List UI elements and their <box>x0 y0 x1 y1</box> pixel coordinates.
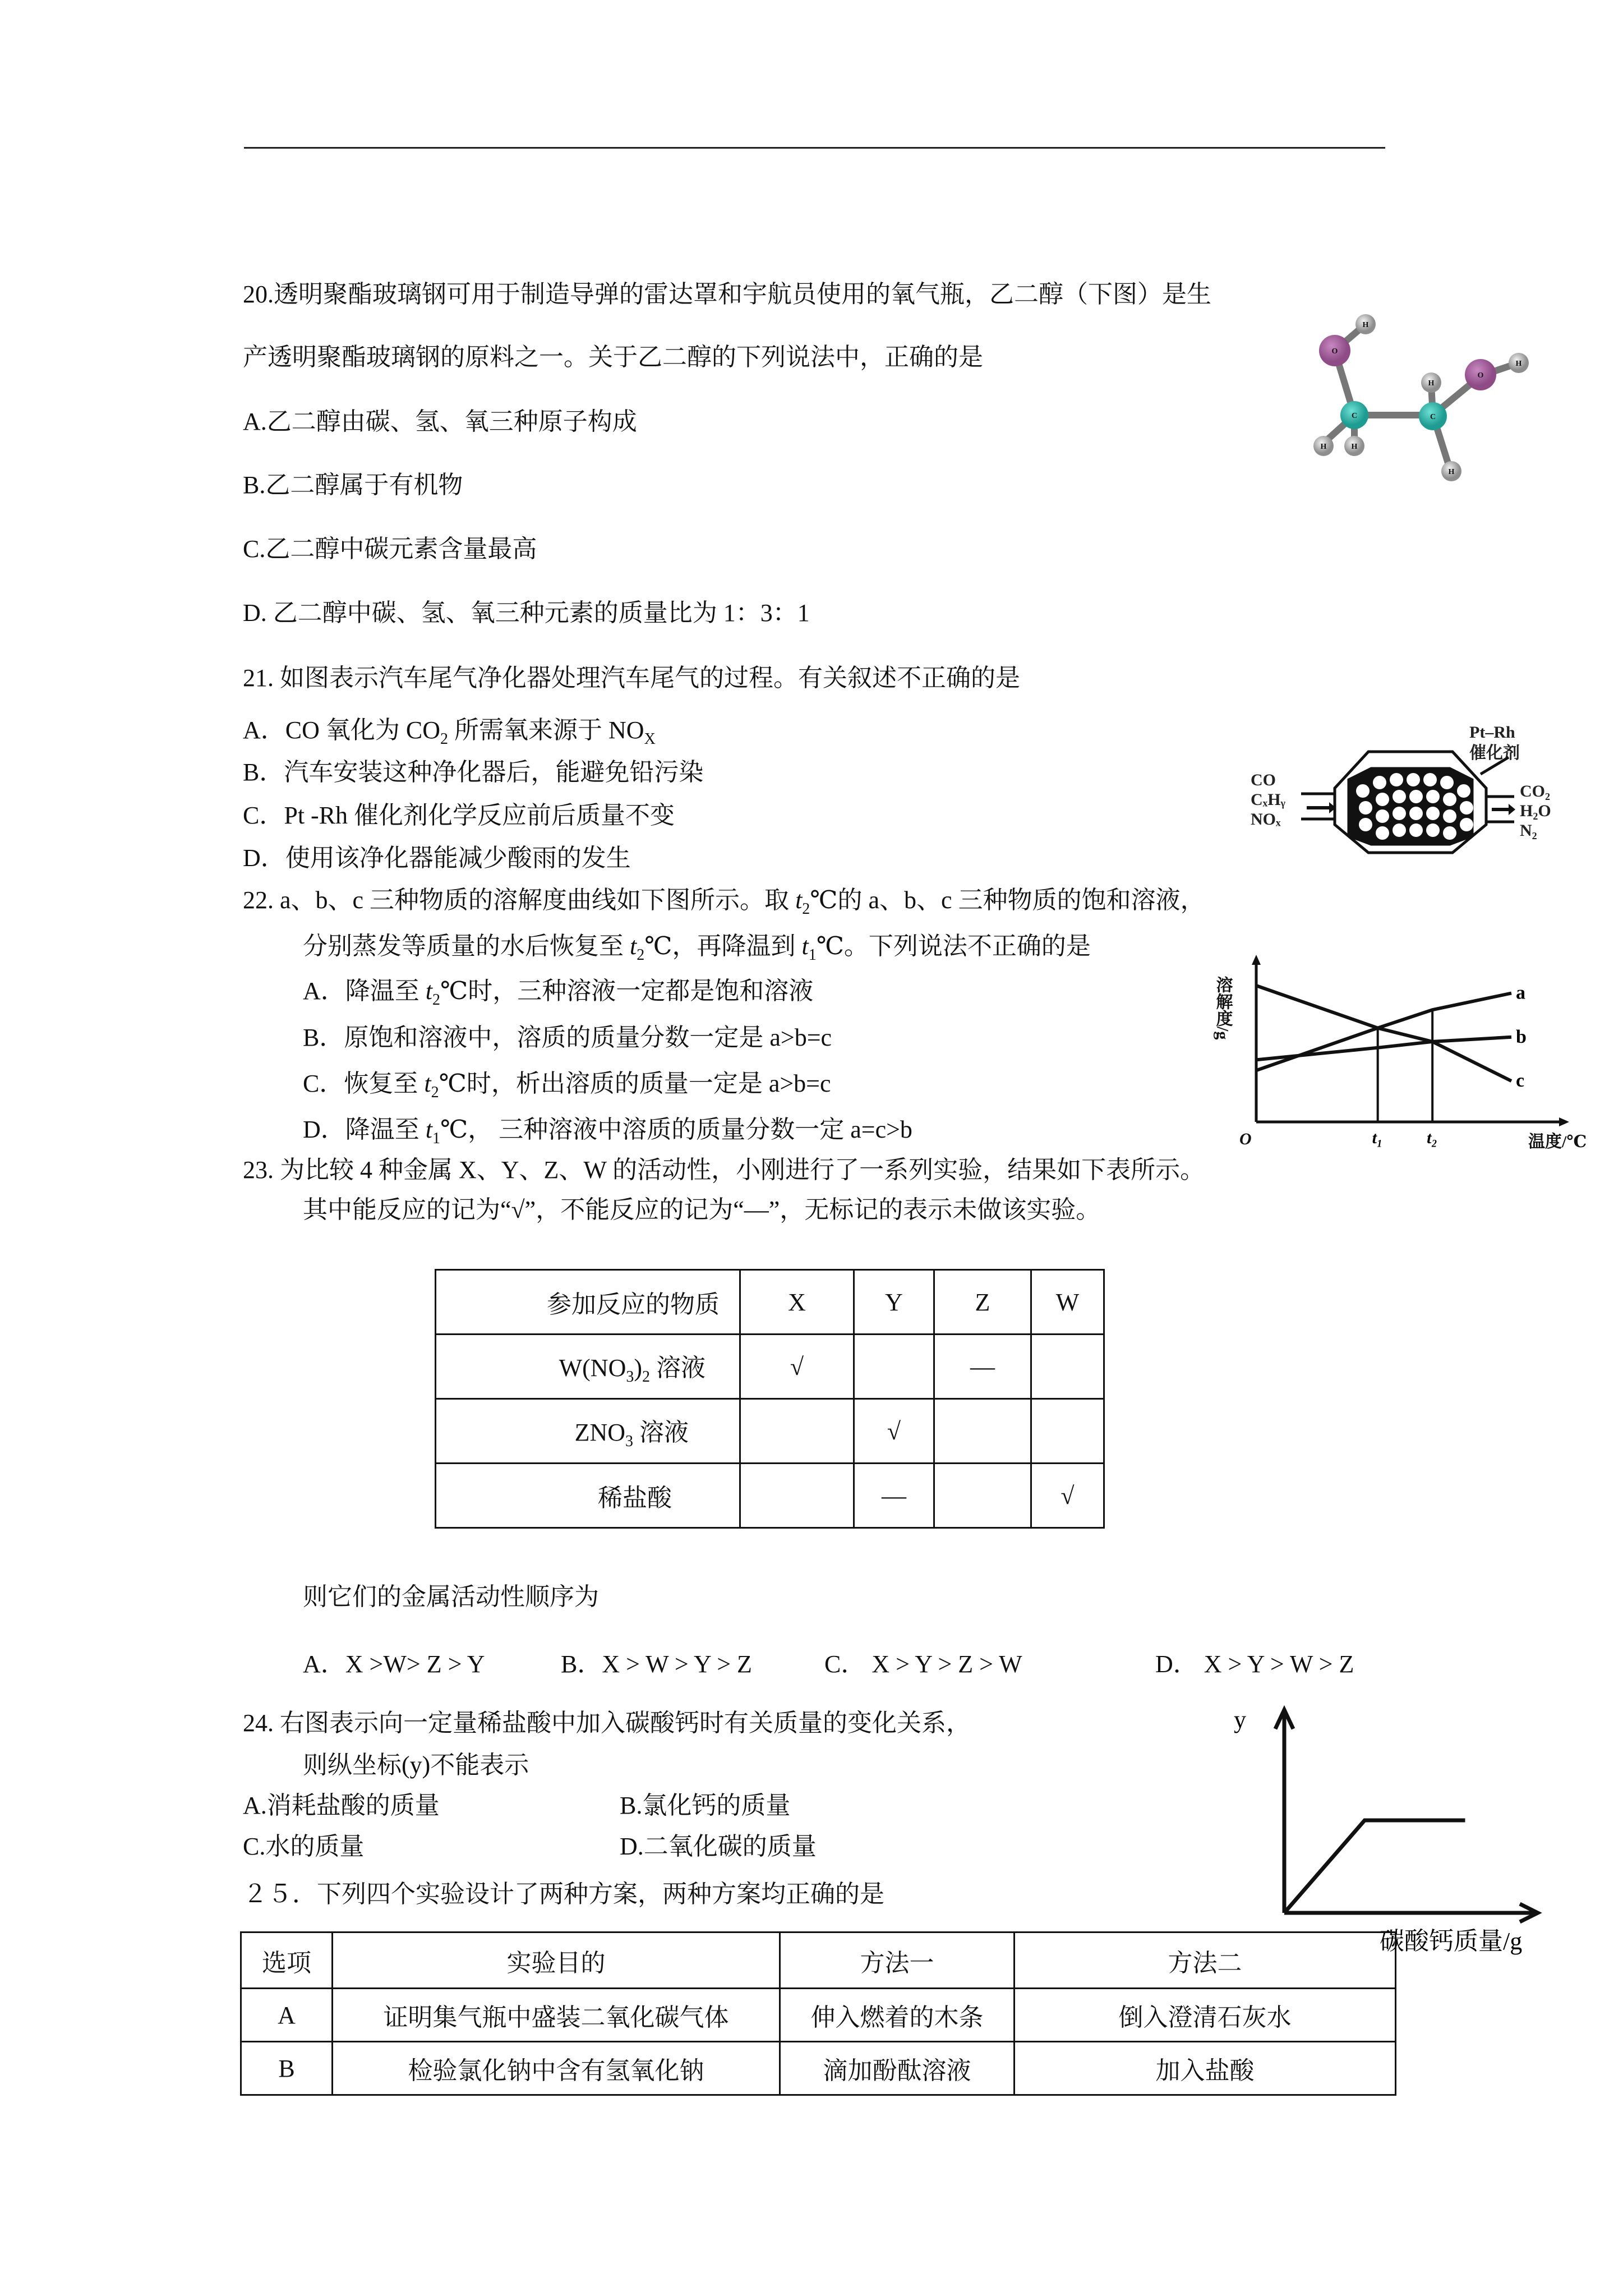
table-cell: A <box>241 1989 333 2042</box>
q22-option-c: C．恢复至 $t_2℃$时，析出溶质的质量一定是 a>b=c <box>303 1070 831 1101</box>
svg-text:O: O <box>1477 371 1484 380</box>
header-rule <box>244 147 1385 149</box>
q22-option-d: D．降温至 $t_1℃$， 三种溶液中溶质的质量分数一定 a=c>b <box>303 1116 912 1147</box>
q22-stem-line2: 分别蒸发等质量的水后恢复至 $t_2℃$，再降温到 $t_1℃$。下列说法不正确的是 <box>303 932 1091 964</box>
origin-label: O <box>1239 1130 1252 1148</box>
table-cell: — <box>934 1335 1031 1399</box>
series-label-b: b <box>1516 1026 1527 1047</box>
table-cell: 倒入澄清石灰水 <box>1015 1989 1396 2042</box>
atom-C <box>1419 402 1447 430</box>
q23-stem-line2: 其中能反应的记为“√”，不能反应的记为“—”，无标记的表示未做该实验。 <box>303 1196 1101 1223</box>
output-h2o-label: H₂O <box>1520 802 1551 820</box>
row-label: $W(NO_3)_2$ 溶液 <box>436 1335 740 1399</box>
header-cell: 选项 <box>241 1932 333 1989</box>
q21-option-a: A．CO 氧化为 $CO_2$ 所需氧来源于 $NO_X$ <box>243 716 656 748</box>
q23-option-a: A．X >W> Z > Y <box>303 1650 485 1678</box>
table-header-row <box>436 1270 1104 1335</box>
svg-text:O: O <box>1331 347 1338 356</box>
table-cell: 滴加酚酞溶液 <box>780 2042 1015 2095</box>
table-cell: 检验氯化钠中含有氢氧化钠 <box>333 2042 780 2095</box>
series-line-y <box>1284 1820 1465 1913</box>
experiment-table <box>240 1931 1396 2096</box>
atom-O <box>1465 359 1496 390</box>
table-cell <box>934 1464 1031 1528</box>
atom-H <box>1441 461 1461 481</box>
q20-option-d: D. 乙二醇中碳、氢、氧三种元素的质量比为 1：3：1 <box>243 599 810 627</box>
x-axis-label: 温度/℃ <box>1528 1133 1587 1151</box>
svg-text:C: C <box>1351 412 1358 420</box>
output-co2-label: CO₂ <box>1520 782 1550 800</box>
header-cell: 实验目的 <box>333 1932 780 1989</box>
q25-stem: ２５．下列四个实验设计了两种方案，两种方案均正确的是 <box>243 1880 884 1908</box>
table-row <box>436 1464 1104 1528</box>
q23-stem-line1: 23. 为比较 4 种金属 X、Y、Z、W 的活动性，小刚进行了一系列实验，结果如下表所示。 <box>243 1156 1205 1184</box>
x-tick-label: t₂ <box>1427 1129 1437 1147</box>
q23-prompt: 则它们的金属活动性顺序为 <box>303 1583 599 1611</box>
svg-text:H: H <box>1515 360 1522 368</box>
header-cell: 参加反应的物质 <box>436 1270 740 1335</box>
header-cell: Y <box>854 1270 934 1335</box>
table-row <box>436 1399 1104 1464</box>
table-row <box>241 2042 1396 2095</box>
svg-text:H: H <box>1448 468 1455 476</box>
q21-option-c: C．Pt -Rh 催化剂化学反应前后质量不变 <box>243 802 675 829</box>
catalytic-converter-diagram <box>1245 712 1581 869</box>
header-cell: Z <box>934 1270 1031 1335</box>
x-axis-label: 碳酸钙质量/g <box>1380 1927 1523 1955</box>
table-header-row <box>241 1932 1396 1989</box>
atom-H <box>1509 353 1529 373</box>
table-cell <box>1031 1335 1104 1399</box>
row-label: $ZNO_3$ 溶液 <box>436 1399 740 1464</box>
metal-activity-table <box>435 1269 1105 1529</box>
table-cell <box>854 1335 934 1399</box>
series-label-a: a <box>1516 982 1525 1004</box>
series-label-c: c <box>1516 1070 1525 1092</box>
catalyst-label-line2: 催化剂 <box>1469 744 1520 762</box>
catalyst-label-line1: Pt–Rh <box>1469 723 1515 742</box>
table-cell: 加入盐酸 <box>1015 2042 1396 2095</box>
q23-option-c: C． X > Y > Z > W <box>824 1650 1022 1678</box>
q22-option-b: B．原饱和溶液中，溶质的质量分数一定是 a>b=c <box>303 1024 832 1051</box>
q24-option-d: D.二氧化碳的质量 <box>620 1833 817 1860</box>
y-axis-arrow-icon <box>1252 955 1261 965</box>
q24-stem-line1: 24. 右图表示向一定量稀盐酸中加入碳酸钙时有关质量的变化关系， <box>243 1709 971 1737</box>
q24-option-b: B.氯化钙的质量 <box>620 1792 791 1819</box>
svg-text:H: H <box>1362 321 1369 329</box>
table-cell: √ <box>854 1399 934 1464</box>
q23-option-d: D． X > Y > W > Z <box>1155 1650 1354 1678</box>
input-co-label: CO <box>1251 771 1276 789</box>
y-axis-label: 溶解度/g <box>1213 976 1232 1040</box>
header-cell: X <box>740 1270 854 1335</box>
q21-stem: 21. 如图表示汽车尾气净化器处理汽车尾气的过程。有关叙述不正确的是 <box>243 664 1020 692</box>
svg-text:H: H <box>1351 443 1358 451</box>
table-row <box>241 1989 1396 2042</box>
table-cell: √ <box>1031 1464 1104 1528</box>
ethylene-glycol-molecule-figure <box>1301 309 1570 494</box>
table-cell <box>740 1399 854 1464</box>
table-cell: — <box>854 1464 934 1528</box>
header-cell: 方法二 <box>1015 1932 1396 1989</box>
q20-option-b: B.乙二醇属于有机物 <box>243 471 463 499</box>
table-cell: B <box>241 2042 333 2095</box>
q22-option-a: A．降温至 $t_2℃$时，三种溶液一定都是饱和溶液 <box>303 977 814 1009</box>
q20-stem-line1: 20.透明聚酯玻璃钢可用于制造导弹的雷达罩和宇航员使用的氧气瓶，乙二醇（下图）是生 <box>243 280 1211 308</box>
solubility-curve-chart <box>1213 954 1604 1156</box>
row-label: 稀盐酸 <box>436 1464 740 1528</box>
q20-stem-line2: 产透明聚酯玻璃钢的原料之一。关于乙二醇的下列说法中，正确的是 <box>243 343 983 371</box>
atom-O <box>1319 335 1350 366</box>
q21-option-b: B．汽车安装这种净化器后，能避免铅污染 <box>243 758 704 786</box>
header-cell: 方法一 <box>780 1932 1015 1989</box>
svg-text:H: H <box>1320 443 1327 451</box>
series-line-a <box>1256 993 1511 1071</box>
q23-option-b: B．X > W > Y > Z <box>561 1650 752 1678</box>
table-cell: 伸入燃着的木条 <box>780 1989 1015 2042</box>
x-tick-label: t₁ <box>1372 1129 1383 1147</box>
q21-option-d: D．使用该净化器能减少酸雨的发生 <box>243 844 631 872</box>
atom-H <box>1344 436 1364 456</box>
x-axis-arrow-icon <box>1559 1117 1569 1126</box>
svg-text:C: C <box>1430 413 1436 421</box>
table-cell <box>740 1464 854 1528</box>
q20-option-c: C.乙二醇中碳元素含量最高 <box>243 535 537 563</box>
input-nox-label: NOₓ <box>1251 810 1281 829</box>
svg-text:H: H <box>1428 379 1435 388</box>
atom-H <box>1355 314 1376 334</box>
table-cell <box>934 1399 1031 1464</box>
atom-H <box>1313 436 1334 456</box>
table-row <box>436 1335 1104 1399</box>
q20-option-a: A.乙二醇由碳、氢、氧三种原子构成 <box>243 408 637 435</box>
output-n2-label: N₂ <box>1520 821 1537 840</box>
table-cell: 证明集气瓶中盛装二氧化碳气体 <box>333 1989 780 2042</box>
table-cell <box>1031 1399 1104 1464</box>
header-cell: W <box>1031 1270 1104 1335</box>
series-line-b <box>1256 1037 1511 1060</box>
atom-H <box>1421 372 1441 393</box>
q24-option-c: C.水的质量 <box>243 1833 365 1860</box>
table-cell: √ <box>740 1335 854 1399</box>
q22-stem-line1: 22. a、b、c 三种物质的溶解度曲线如下图所示。取 $t_2℃$的 a、b、c 三种物质的饱和溶液， <box>243 886 1205 918</box>
atom-C <box>1340 401 1368 429</box>
input-cxhy-label: CₓHᵧ <box>1251 790 1286 809</box>
q24-option-a: A.消耗盐酸的质量 <box>243 1792 440 1819</box>
y-axis-label: y <box>1234 1706 1246 1733</box>
calcium-carbonate-chart <box>1211 1694 1559 1958</box>
q24-stem-line2: 则纵坐标(y)不能表示 <box>303 1751 529 1779</box>
